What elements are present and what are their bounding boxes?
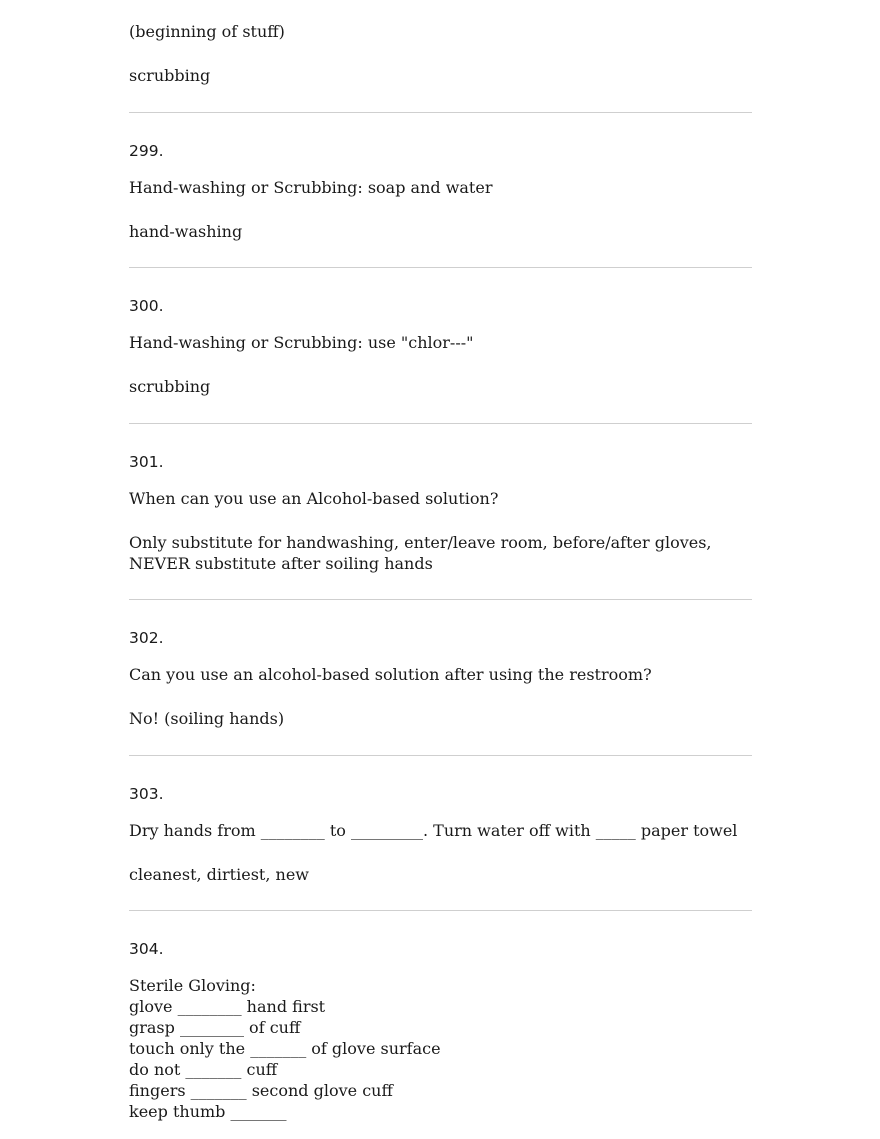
intro-text: (beginning of stuff)	[129, 22, 285, 41]
divider	[129, 910, 752, 911]
card-number: 304.	[129, 940, 164, 958]
divider	[129, 423, 752, 424]
card-question: Can you use an alcohol-based solution after using the restroom?	[129, 665, 652, 684]
divider	[129, 267, 752, 268]
card-number: 300.	[129, 297, 164, 315]
card-answer: cleanest, dirtiest, new	[129, 865, 309, 884]
divider	[129, 112, 752, 113]
card-answer: Only substitute for handwashing, enter/leave room, before/after gloves, NEVER substitute after soiling hands	[129, 533, 712, 573]
divider	[129, 599, 752, 600]
card-number: 303.	[129, 785, 164, 803]
card-answer: hand-washing	[129, 222, 243, 241]
divider	[129, 755, 752, 756]
card-question: Hand-washing or Scrubbing: soap and water	[129, 178, 493, 197]
card-question: Sterile Gloving: glove ________ hand first grasp ________ of cuff touch only the _______ of glove surface do not _______ cuff fingers _______ second glove cuff keep thumb _______	[129, 976, 441, 1121]
card-answer: scrubbing	[129, 377, 211, 396]
intro-answer: scrubbing	[129, 66, 211, 85]
card-question: Hand-washing or Scrubbing: use "chlor---"	[129, 333, 474, 352]
card-number: 301.	[129, 453, 164, 471]
card-number: 302.	[129, 629, 164, 647]
card-question: When can you use an Alcohol-based solution?	[129, 489, 499, 508]
card-question: Dry hands from ________ to _________. Turn water off with _____ paper towel	[129, 821, 738, 840]
card-answer: No! (soiling hands)	[129, 709, 285, 728]
card-number: 299.	[129, 142, 164, 160]
